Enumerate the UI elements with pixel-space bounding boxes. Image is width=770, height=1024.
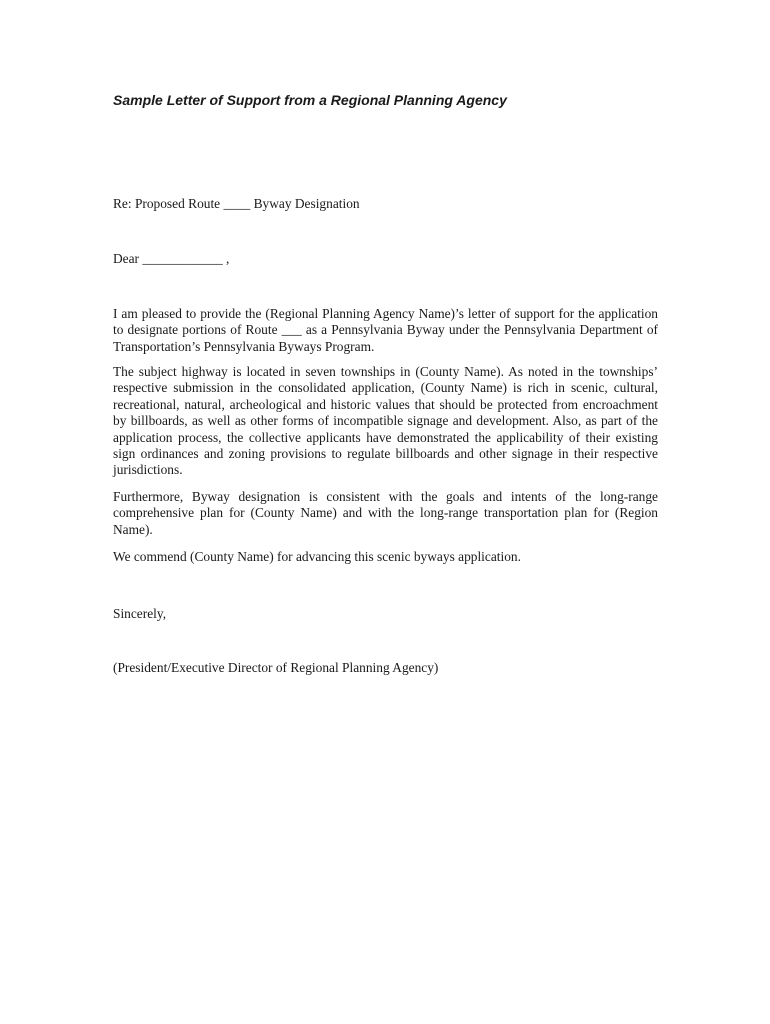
body-paragraph-3: Furthermore, Byway designation is consistent with the goals and intents of the long-range comprehensive plan for (County Name) and with the long-range transportation plan for (Region Name). (113, 489, 658, 537)
salutation: Dear ____________ , (113, 251, 230, 266)
document-title: Sample Letter of Support from a Regional Planning Agency (113, 92, 507, 108)
body-paragraph-1: I am pleased to provide the (Regional Planning Agency Name)’s letter of support for the application to designate portions of Route ___ as a Pennsylvania Byway under the Pennsylvania Department of Transportation’s Pennsylvania Byways Program. (113, 306, 658, 354)
re-line: Re: Proposed Route ____ Byway Designation (113, 196, 360, 211)
body-paragraph-2: The subject highway is located in seven townships in (County Name). As noted in the townships’ respective submission in the consolidated application, (County Name) is rich in scenic, cultural, recreational, natural, archeological and historic values that should be protected from encroachment by billboards, as well as other forms of incompatible signage and development. Also, as part of the application process, the collective applicants have demonstrated the applicability of their existing sign ordinances and zoning provisions to regulate billboards and other signage in their respective jurisdictions. (113, 364, 658, 478)
body-paragraph-4: We commend (County Name) for advancing this scenic byways application. (113, 549, 521, 564)
closing: Sincerely, (113, 606, 167, 621)
signature-line: (President/Executive Director of Regional Planning Agency) (113, 660, 439, 675)
